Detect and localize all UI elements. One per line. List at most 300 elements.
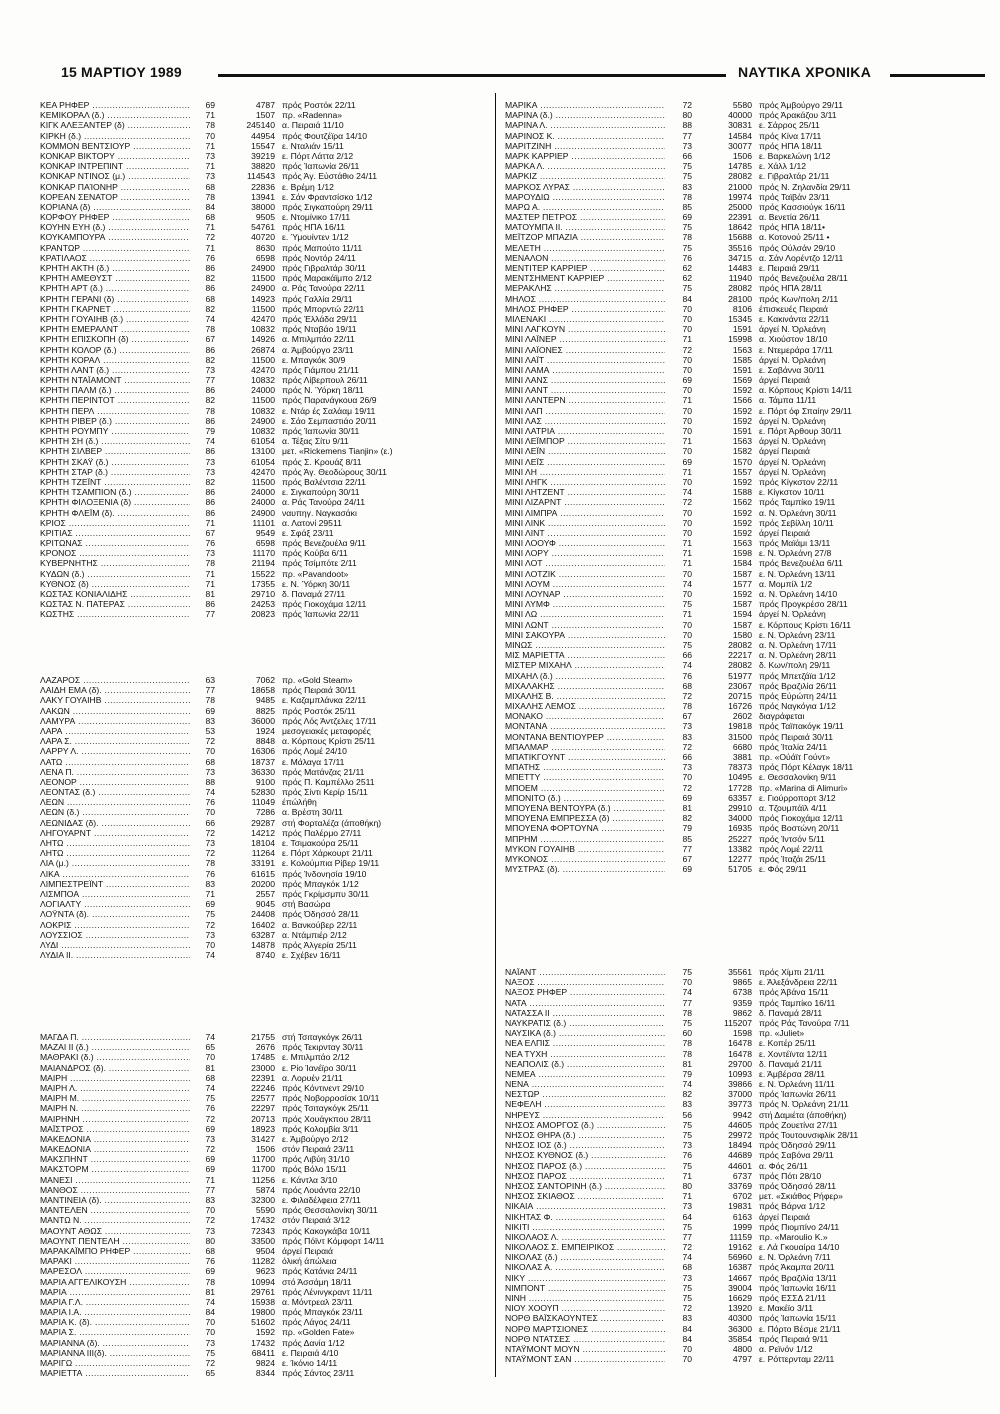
ship-name: ΜΑΡΙΓΩ ..... bbox=[40, 1358, 190, 1368]
ship-tonnage: 16387 bbox=[728, 1262, 752, 1273]
ship-tonnage: 9865 bbox=[732, 977, 752, 988]
ship-status: πρός Μαρακάϊμπο 2/12 bbox=[282, 273, 372, 284]
ship-tonnage: 8106 bbox=[732, 303, 752, 314]
ship-name: ΚΟΝΚΑΡ ΠΑΊΟΝΗΡ ..... bbox=[40, 182, 190, 192]
ship-tonnage: 1592 bbox=[732, 527, 752, 538]
ship-year: 70 bbox=[205, 1205, 215, 1216]
ship-year: 83 bbox=[682, 181, 692, 192]
ship-status: πρός Γαλλία 29/11 bbox=[282, 293, 353, 304]
ship-name: ΚΥΒΕΡΝΗΤΗΣ ..... bbox=[40, 558, 190, 568]
ship-year: 70 bbox=[682, 619, 692, 630]
ship-status: ε. Καζαμπλάνκα 22/11 bbox=[282, 695, 367, 706]
ship-tonnage: 1592 bbox=[732, 507, 752, 518]
ship-status: α. Μόντρεαλ 23/11 bbox=[282, 1296, 353, 1307]
ship-status: πρός Μπορντώ 22/11 bbox=[282, 303, 365, 314]
ship-tonnage: 7062 bbox=[255, 675, 275, 685]
ship-status: πρός Π. Καμπέλλο 2511 bbox=[282, 776, 375, 787]
ship-year: 77 bbox=[205, 685, 215, 696]
ship-status: στή Τσιταγκόγκ 26/11 bbox=[282, 1032, 363, 1042]
ship-year: 69 bbox=[205, 899, 215, 910]
ship-year: 83 bbox=[205, 715, 215, 726]
ship-tonnage: 31427 bbox=[251, 1133, 275, 1144]
ship-tonnage: 16478 bbox=[728, 1038, 752, 1049]
ship-tonnage: 9045 bbox=[255, 899, 275, 910]
ship-status: πρός Ζουετίνα 27/11 bbox=[759, 1119, 838, 1130]
ship-name: ΜΑΣΤΕΡ ΠΕΤΡΟΣ ..... bbox=[505, 212, 665, 222]
ship-status: πρός Άβάνα 15/11 bbox=[759, 987, 829, 998]
ship-status: πρός Κούβα 6/11 bbox=[282, 548, 348, 559]
ship-status: πρός Σίντι Κερίρ 15/11 bbox=[282, 787, 368, 798]
ship-year: 78 bbox=[682, 232, 692, 243]
ship-tonnage: 10993 bbox=[728, 1068, 752, 1079]
ship-status: πρός Ίταλία 24/11 bbox=[759, 741, 828, 752]
ship-name: ΝΗΣΟΣ ΠΑΡΟΣ ..... bbox=[505, 1171, 665, 1181]
ship-tonnage: 115207 bbox=[723, 1017, 752, 1028]
ship-year: 81 bbox=[205, 1062, 215, 1073]
ship-tonnage: 22391 bbox=[251, 1072, 275, 1083]
ship-year: 77 bbox=[205, 609, 215, 620]
ship-year: 73 bbox=[205, 150, 215, 161]
ship-status: ε. Ν. Όρλεάνη 13/11 bbox=[759, 568, 836, 579]
ship-year: 75 bbox=[682, 599, 692, 610]
ship-year: 82 bbox=[682, 813, 692, 824]
ship-status: ε. Χάλλ 1/12 bbox=[759, 161, 807, 172]
ship-name: ΜΑΙΡΗ Ν. ..... bbox=[40, 1103, 190, 1113]
ship-year: 77 bbox=[682, 1231, 692, 1242]
ship-name: ΜΑΡΑΚΑΪΜΠΟ ΡΗΦΕΡ ..... bbox=[40, 1246, 190, 1256]
ship-year: 70 bbox=[205, 1052, 215, 1063]
ship-status: α. Ν. Όρλεάνη 14/10 bbox=[759, 589, 838, 599]
ship-year: 79 bbox=[205, 426, 215, 436]
ship-status: α. Βρέστη 30/11 bbox=[282, 807, 343, 818]
ship-name: ΝΙΟΥ ΧΟΟΥΠ ..... bbox=[505, 1303, 665, 1313]
ship-tonnage: 1588 bbox=[732, 487, 752, 498]
ship-year: 86 bbox=[205, 415, 215, 426]
ship-status: στόν Πειραιά 3/12 bbox=[282, 1215, 350, 1226]
ship-name: ΝΙΚΟΛΑΟΣ Λ. ..... bbox=[505, 1232, 665, 1242]
ship-year: 70 bbox=[682, 415, 692, 426]
ship-tonnage: 1582 bbox=[732, 446, 752, 457]
ship-status: πρός Πόϊντ Κόμφορτ 14/11 bbox=[282, 1235, 385, 1246]
ship-name: ΜΗΛΟΣ ..... bbox=[505, 294, 665, 304]
ship-year: 66 bbox=[682, 650, 692, 661]
ship-tonnage: 23067 bbox=[728, 680, 752, 691]
ship-status: ε. Άμβέρσα 28/11 bbox=[759, 1068, 826, 1079]
ship-name: ΚΕΜΙΚΟΡΑΛ (δ.) ..... bbox=[40, 110, 190, 120]
ship-name: ΛΕΩΝ ..... bbox=[40, 797, 190, 807]
ship-year: 69 bbox=[205, 1266, 215, 1277]
ship-year: 76 bbox=[682, 670, 692, 681]
ship-tonnage: 39219 bbox=[251, 150, 275, 161]
ship-name: ΝΕΦΕΛΗ ..... bbox=[505, 1099, 665, 1109]
ship-status: πρός Γιβραλτάρ 30/11 bbox=[282, 263, 366, 273]
ship-status: ε. Νταλιάν 15/11 bbox=[282, 140, 344, 151]
ship-year: 78 bbox=[205, 1276, 215, 1287]
ship-status: πρός Λός Άντζελες 17/11 bbox=[282, 715, 377, 726]
ship-tonnage: 18923 bbox=[251, 1123, 275, 1134]
ship-year: 72 bbox=[682, 1242, 692, 1253]
ship-tonnage: 4787 bbox=[255, 100, 275, 110]
ship-name: ΛΟΓΙΑΛΤΥ ..... bbox=[40, 899, 190, 909]
ship-year: 72 bbox=[205, 1358, 215, 1368]
ship-status: πρός Ίαπωνία 15/11 bbox=[759, 1313, 837, 1324]
ship-year: 78 bbox=[205, 405, 215, 416]
ship-year: 70 bbox=[682, 1354, 692, 1365]
ship-year: 76 bbox=[205, 1103, 215, 1114]
ship-tonnage: 40300 bbox=[728, 1313, 752, 1324]
ship-tonnage: 11264 bbox=[251, 848, 275, 859]
ship-year: 73 bbox=[205, 838, 215, 848]
ship-year: 71 bbox=[205, 161, 215, 172]
ship-tonnage: 38000 bbox=[251, 201, 275, 212]
ship-year: 78 bbox=[205, 120, 215, 131]
ship-name: ΜΙΝΙ ΛΑΪΝΕΡ ..... bbox=[505, 334, 665, 344]
ship-tonnage: 24000 bbox=[251, 497, 275, 508]
ship-tonnage: 13100 bbox=[251, 446, 275, 457]
ship-name: ΜΕΛΕΤΗ ..... bbox=[505, 243, 665, 253]
ship-year: 67 bbox=[682, 853, 692, 864]
ship-year: 70 bbox=[682, 527, 692, 538]
ship-tonnage: 56960 bbox=[728, 1252, 752, 1263]
ship-year: 75 bbox=[682, 171, 692, 182]
ship-name: ΚΟΡΦΟΥ ΡΗΦΕΡ ..... bbox=[40, 212, 190, 222]
ship-tonnage: 24000 bbox=[251, 385, 275, 396]
ship-tonnage: 51602 bbox=[251, 1317, 275, 1328]
ship-tonnage: 1924 bbox=[255, 725, 275, 736]
ship-status: πρός Ν. Όρλεάνη 21/11 bbox=[759, 1099, 849, 1110]
ship-status: στή Βασώρα bbox=[282, 899, 331, 910]
ship-name: ΜΑΖΑΙ ΙΙ (δ.) ..... bbox=[40, 1042, 190, 1052]
ship-tonnage: 36330 bbox=[251, 766, 275, 777]
ship-year: 62 bbox=[682, 263, 692, 273]
ship-status: πρός Βάρνα 1/12 bbox=[759, 1201, 826, 1212]
ship-year: 66 bbox=[205, 817, 215, 828]
ship-year: 86 bbox=[205, 497, 215, 508]
ship-name: ΛΕΟΝΟΡ ..... bbox=[40, 777, 190, 787]
ship-name: ΜΑΟΥΝΤ ΑΘΩΣ ..... bbox=[40, 1226, 190, 1236]
ship-name: ΚΡΗΤΗ ΣΙΛΒΕΡ ..... bbox=[40, 446, 190, 456]
ship-status: ε. Φιλαδέλφεια 27/11 bbox=[282, 1195, 361, 1205]
ship-tonnage: 52830 bbox=[251, 787, 275, 798]
ship-tonnage: 44605 bbox=[728, 1119, 752, 1130]
ship-status: πρός Πότι 28/10 bbox=[759, 1170, 822, 1181]
ship-tonnage: 6680 bbox=[732, 741, 752, 752]
ship-name: ΚΡΗΤΗ ΠΕΡΛ ..... bbox=[40, 406, 190, 416]
ship-tonnage: 19831 bbox=[728, 1201, 752, 1212]
ship-status: πρός Ν. Ζηλανδία 29/11 bbox=[759, 181, 851, 192]
ship-name: ΜΠΟΥΕΝΑ ΒΕΝΤΟΥΡΑ (δ.) ..... bbox=[505, 803, 665, 813]
ship-status: πρός Βραζιλία 13/11 bbox=[759, 1272, 837, 1283]
ship-name: ΛΕΟΝΤΑΣ (δ.) ..... bbox=[40, 787, 190, 797]
ship-tonnage: 1557 bbox=[732, 466, 752, 477]
ship-name: ΜΑΡΙΑ Ι.Α. ..... bbox=[40, 1307, 190, 1317]
ship-year: 75 bbox=[682, 1017, 692, 1028]
ship-tonnage: 11500 bbox=[251, 476, 275, 487]
ship-year: 72 bbox=[205, 919, 215, 930]
ship-tonnage: 63287 bbox=[251, 929, 275, 940]
ship-status: πρός Λιβύη 31/10 bbox=[282, 1154, 350, 1165]
ship-status: πρ. «Pavandoot» bbox=[282, 568, 349, 579]
ship-tonnage: 1591 bbox=[732, 364, 752, 375]
ship-name: ΜΟΝΤΑΝΑ ..... bbox=[505, 721, 665, 731]
ship-status: ε. Θεσσαλονίκη 9/11 bbox=[759, 772, 837, 783]
ship-tonnage: 14212 bbox=[251, 827, 275, 838]
ship-name: ΝΙΝΗ ..... bbox=[505, 1293, 665, 1303]
ship-status: πρός Δανία 1/12 bbox=[282, 1337, 345, 1348]
ship-tonnage: 29972 bbox=[728, 1130, 752, 1140]
ship-year: 75 bbox=[682, 1130, 692, 1140]
ship-tonnage: 24900 bbox=[251, 263, 275, 273]
ship-name: ΚΡΙΤΙΑΣ ..... bbox=[40, 528, 190, 538]
ship-tonnage: 36300 bbox=[728, 1323, 752, 1334]
ship-tonnage: 14878 bbox=[251, 939, 275, 950]
ship-tonnage: 11500 bbox=[251, 303, 275, 314]
ship-name: ΜΑΡΙΕΤΤΑ ..... bbox=[40, 1368, 190, 1378]
ship-name: ΜΙΝΙ ΛΩ ..... bbox=[505, 609, 665, 619]
ship-year: 75 bbox=[682, 1282, 692, 1293]
ship-status: ε. Λά Γκουαίρα 14/10 bbox=[759, 1242, 840, 1253]
ship-tonnage: 9862 bbox=[732, 1007, 752, 1018]
ship-name: ΝΗΣΟΣ ΘΗΡΑ (δ.) ..... bbox=[505, 1130, 665, 1140]
ship-status: πρός Βόλο 15/11 bbox=[282, 1164, 347, 1175]
ship-name: ΜΑΙΡΗ Λ. ..... bbox=[40, 1083, 190, 1093]
ship-year: 71 bbox=[205, 242, 215, 253]
ship-status: α. Ρεϊνόν 1/12 bbox=[759, 1343, 813, 1354]
ship-tonnage: 13941 bbox=[251, 191, 275, 202]
ship-year: 70 bbox=[682, 313, 692, 324]
ship-year: 75 bbox=[205, 1347, 215, 1358]
ship-year: 73 bbox=[205, 929, 215, 940]
ship-year: 76 bbox=[205, 252, 215, 263]
ship-year: 85 bbox=[682, 833, 692, 844]
ship-name: ΜΑΪΣΤΡΟΣ ..... bbox=[40, 1124, 190, 1134]
ship-status: ε. Ρίο Ίανέϊρο 30/11 bbox=[282, 1062, 357, 1073]
ship-name: ΜΕΝΤΙΤΕΡ ΚΑΡΡΙΕΡ ..... bbox=[505, 263, 665, 273]
ship-name: ΚΟΝΚΑΡ ΒΙΚΤΟΡΥ ..... bbox=[40, 151, 190, 161]
ship-year: 71 bbox=[205, 888, 215, 899]
ship-status: δ. Κων/πολη 29/11 bbox=[759, 660, 831, 671]
ship-name: ΚΡΗΤΗ ΓΕΡΑΝΙ (δ) ..... bbox=[40, 294, 190, 304]
ship-year: 66 bbox=[682, 752, 692, 762]
ship-name: ΜΑΡΙΑ ..... bbox=[40, 1287, 190, 1297]
ship-name: ΛΗΤΩ ..... bbox=[40, 838, 190, 848]
ship-tonnage: 61054 bbox=[251, 436, 275, 447]
ship-status: άργεί Ν. Όρλεάνη bbox=[759, 415, 826, 426]
ship-tonnage: 15345 bbox=[728, 313, 752, 324]
ship-status: πρός Κασσιούγκ 16/11 bbox=[759, 201, 846, 212]
ship-name: ΚΡΗΤΗ ΛΑΝΤ (δ.) ..... bbox=[40, 365, 190, 375]
ship-name: ΚΥΘΝΟΣ (δ) ..... bbox=[40, 579, 190, 589]
ship-tonnage: 20715 bbox=[728, 690, 752, 701]
ship-year: 75 bbox=[682, 1119, 692, 1130]
ship-tonnage: 1594 bbox=[732, 609, 752, 620]
ship-year: 82 bbox=[205, 273, 215, 284]
ship-year: 71 bbox=[205, 110, 215, 121]
ship-tonnage: 1585 bbox=[732, 354, 752, 365]
ship-year: 86 bbox=[205, 344, 215, 355]
ship-tonnage: 19818 bbox=[728, 721, 752, 732]
ship-status: α. Ράς Τανούρα 24/11 bbox=[282, 497, 365, 508]
ship-year: 73 bbox=[205, 548, 215, 559]
ship-name: ΜΕΝΑΛΟΝ ..... bbox=[505, 253, 665, 263]
ship-status: πρός Άκαμπα 20/11 bbox=[759, 1262, 835, 1273]
ship-tonnage: 245140 bbox=[246, 120, 275, 131]
ship-status: πρός Ταϊβάν 23/11 bbox=[759, 191, 830, 202]
ship-tonnage: 29761 bbox=[251, 1286, 275, 1297]
ship-year: 65 bbox=[205, 1042, 215, 1053]
ship-year: 66 bbox=[682, 150, 692, 161]
ship-status: πρός Τεκιρνταγ 30/11 bbox=[282, 1042, 364, 1053]
ship-year: 75 bbox=[682, 1221, 692, 1232]
ship-status: πρός Σ. Κρουάζ 8/11 bbox=[282, 456, 362, 467]
ship-name: ΜΙΧΑΛΑΚΗΣ ..... bbox=[505, 681, 665, 691]
ship-name: ΛΙΣΜΠΟΑ ..... bbox=[40, 889, 190, 899]
ship-year: 70 bbox=[682, 629, 692, 640]
ship-name: ΜΟΝΑΚΟ ..... bbox=[505, 711, 665, 721]
ship-tonnage: 61615 bbox=[251, 868, 275, 879]
ship-status: ε. Κίγκστον 10/11 bbox=[759, 487, 825, 498]
ship-tonnage: 6738 bbox=[732, 987, 752, 998]
ship-name: ΜΙΝΙ ΛΙΝΚ ..... bbox=[505, 518, 665, 528]
ship-name: ΚΡΗΤΗ ΦΛΕΪΜ (δ). ..... bbox=[40, 508, 190, 518]
ship-status: ε. Κακινάντα 22/11 bbox=[759, 313, 830, 324]
ship-name: ΝΕΝΑ ..... bbox=[505, 1079, 665, 1089]
ship-status: πρός Πιομπίνο 24/11 bbox=[759, 1221, 840, 1232]
ship-tonnage: 11700 bbox=[251, 1154, 275, 1165]
ship-name: ΚΕΑ ΡΗΦΕΡ ..... bbox=[40, 100, 190, 110]
ship-status: πρός Λίβερπουλ 26/11 bbox=[282, 375, 368, 386]
ship-tonnage: 28082 bbox=[728, 660, 752, 671]
ship-tonnage: 14923 bbox=[251, 293, 275, 304]
ship-status: πρός Ναγκόγια 1/12 bbox=[759, 701, 836, 712]
ship-status: άργεί Ν. Όρλεάνη bbox=[759, 324, 826, 335]
ship-name: ΜΑΝΤΩ Ν. ..... bbox=[40, 1215, 190, 1225]
ship-name: ΜΙΝΙ ΛΙΝΤ ..... bbox=[505, 528, 665, 538]
ship-tonnage: 7286 bbox=[255, 807, 275, 818]
ship-year: 83 bbox=[682, 1313, 692, 1324]
ship-year: 62 bbox=[682, 273, 692, 284]
ship-status: πρός Ματάνζας 21/11 bbox=[282, 766, 365, 777]
ship-name: ΚΡΗΤΗ ΝΤΑΪΑΜΟΝΤ ..... bbox=[40, 375, 190, 385]
ship-status: ε. Ντομίνικο 17/11 bbox=[282, 212, 351, 223]
ship-year: 75 bbox=[682, 242, 692, 253]
ship-tonnage: 2602 bbox=[732, 711, 752, 722]
ship-year: 69 bbox=[205, 1154, 215, 1165]
ship-tonnage: 11282 bbox=[251, 1256, 275, 1267]
ship-tonnage: 18658 bbox=[251, 685, 275, 696]
ship-status: πρός ΗΠΑ 16/11 bbox=[282, 222, 346, 233]
ship-year: 74 bbox=[682, 660, 692, 671]
ship-tonnage: 9549 bbox=[255, 527, 275, 538]
ship-year: 70 bbox=[682, 385, 692, 396]
ship-status: α. Ν. Όρλεάνη 30/11 bbox=[759, 507, 837, 518]
ship-tonnage: 78373 bbox=[728, 762, 752, 773]
ship-status: πρ. «Golden Fate» bbox=[282, 1327, 355, 1338]
ship-year: 76 bbox=[205, 538, 215, 549]
ship-name: ΝΑΤΑ ..... bbox=[505, 998, 665, 1008]
ship-name: ΜΙΝΙ ΛΑΪΟΝΕΣ ..... bbox=[505, 345, 665, 355]
ship-name: ΜΙΣ ΜΑΡΙΕΤΤΑ ..... bbox=[505, 650, 665, 660]
ship-status: πρός Ταϊπακόγκ 19/11 bbox=[759, 721, 844, 732]
ship-tonnage: 39773 bbox=[728, 1099, 752, 1110]
ship-year: 70 bbox=[205, 746, 215, 757]
ship-name: ΚΡΗΤΗ ΑΚΤΗ (δ.) ..... bbox=[40, 263, 190, 273]
ship-name: ΜΑΟΥΝΤ ΠΕΝΤΕΛΗ ..... bbox=[40, 1236, 190, 1246]
ship-year: 71 bbox=[682, 538, 692, 549]
ship-tonnage: 17485 bbox=[251, 1052, 275, 1063]
ship-name: ΜΥΚΟΝ ΓΟΥΑΙΗΒ ..... bbox=[505, 844, 665, 854]
ship-name: ΜΙΧΑΛΗΣ Β. ..... bbox=[505, 691, 665, 701]
ship-year: 70 bbox=[205, 130, 215, 141]
ship-year: 71 bbox=[205, 568, 215, 579]
ship-year: 68 bbox=[205, 756, 215, 767]
ship-tonnage: 2557 bbox=[255, 888, 275, 899]
ship-tonnage: 33191 bbox=[251, 858, 275, 869]
ship-year: 71 bbox=[682, 1170, 692, 1181]
ship-status: πρός Όδησσό 28/11 bbox=[759, 1180, 836, 1191]
ship-name: ΜΙΝΙ ΛΑΝΤΕΡΝ ..... bbox=[505, 395, 665, 405]
ship-status: πρός Νταβάο 19/11 bbox=[282, 324, 357, 335]
ship-status: πρ. «Gold Steam» bbox=[282, 675, 353, 685]
ship-status: πρός Κίγκστον 22/11 bbox=[759, 476, 839, 487]
ship-tonnage: 9359 bbox=[732, 997, 752, 1008]
ship-name: ΛΕΩΝΙΔΑΣ (δ). ..... bbox=[40, 818, 190, 828]
ship-status: α. Πειραιά 11/10 bbox=[282, 120, 344, 131]
ship-name: ΝΕΑΠΟΛΙΣ (δ.) ..... bbox=[505, 1059, 665, 1069]
ship-name: ΝΙΚΟΛΑΣ (δ.) ..... bbox=[505, 1252, 665, 1262]
ship-tonnage: 63357 bbox=[728, 792, 752, 803]
ship-year: 84 bbox=[682, 1323, 692, 1334]
ship-tonnage: 14785 bbox=[728, 161, 752, 172]
ship-name: ΜΑΚΣΠΗΝΤ ..... bbox=[40, 1154, 190, 1164]
ship-status: πρός Κακογκάβα 10/11 bbox=[282, 1225, 371, 1236]
ship-name: ΜΠΑΛΜΑΡ ..... bbox=[505, 742, 665, 752]
ship-status: ε. Σφάξ 23/11 bbox=[282, 527, 334, 538]
ship-tonnage: 14667 bbox=[728, 1272, 752, 1283]
ship-year: 78 bbox=[682, 1038, 692, 1049]
ship-name: ΝΙΚΙΤΙ ..... bbox=[505, 1222, 665, 1232]
ship-status: πρός ΗΠΑ 18/11 bbox=[759, 140, 823, 151]
ship-tonnage: 11101 bbox=[252, 517, 275, 528]
ship-tonnage: 9504 bbox=[255, 1245, 275, 1256]
ship-name: ΜΕΪΤΖΟΡ ΜΠΑΖΙΑ ..... bbox=[505, 232, 665, 242]
ship-status: ε. Ίκόνιο 14/11 bbox=[282, 1358, 338, 1368]
ship-year: 74 bbox=[205, 1032, 215, 1042]
ship-name: ΜΑΡΙΝΟΣ Κ. ..... bbox=[505, 131, 665, 141]
ship-year: 72 bbox=[205, 1144, 215, 1155]
ship-name: ΚΡΗΤΗ ΓΚΑΡΝΕΤ ..... bbox=[40, 304, 190, 314]
ship-name: ΜΙΝΙ ΛΩΝΤ ..... bbox=[505, 620, 665, 630]
ship-name: ΝΗΣΟΣ ΙΟΣ (δ.) ..... bbox=[505, 1140, 665, 1150]
ship-year: 75 bbox=[682, 967, 692, 977]
ship-year: 78 bbox=[205, 324, 215, 335]
ship-status: πρός Μπαγκόκ 23/11 bbox=[282, 1307, 363, 1318]
ship-tonnage: 1592 bbox=[732, 476, 752, 487]
ship-status: άργεί Ν. Όρλεάνη bbox=[759, 609, 826, 620]
ship-status: πρός Χουάγκπου 28/11 bbox=[282, 1113, 372, 1124]
ship-tonnage: 44601 bbox=[728, 1160, 752, 1171]
ship-status: α. Τζουμπάϊλ 4/11 bbox=[759, 802, 827, 813]
ship-tonnage: 29700 bbox=[728, 1058, 752, 1069]
ship-tonnage: 12277 bbox=[728, 853, 752, 864]
ship-status: α. Τάμπα 11/11 bbox=[759, 395, 817, 406]
ship-tonnage: 42470 bbox=[251, 313, 275, 324]
ship-year: 74 bbox=[205, 950, 215, 961]
ship-tonnage: 20713 bbox=[251, 1113, 275, 1124]
ship-year: 75 bbox=[682, 161, 692, 172]
ship-tonnage: 22246 bbox=[251, 1082, 275, 1093]
ship-year: 67 bbox=[205, 527, 215, 538]
